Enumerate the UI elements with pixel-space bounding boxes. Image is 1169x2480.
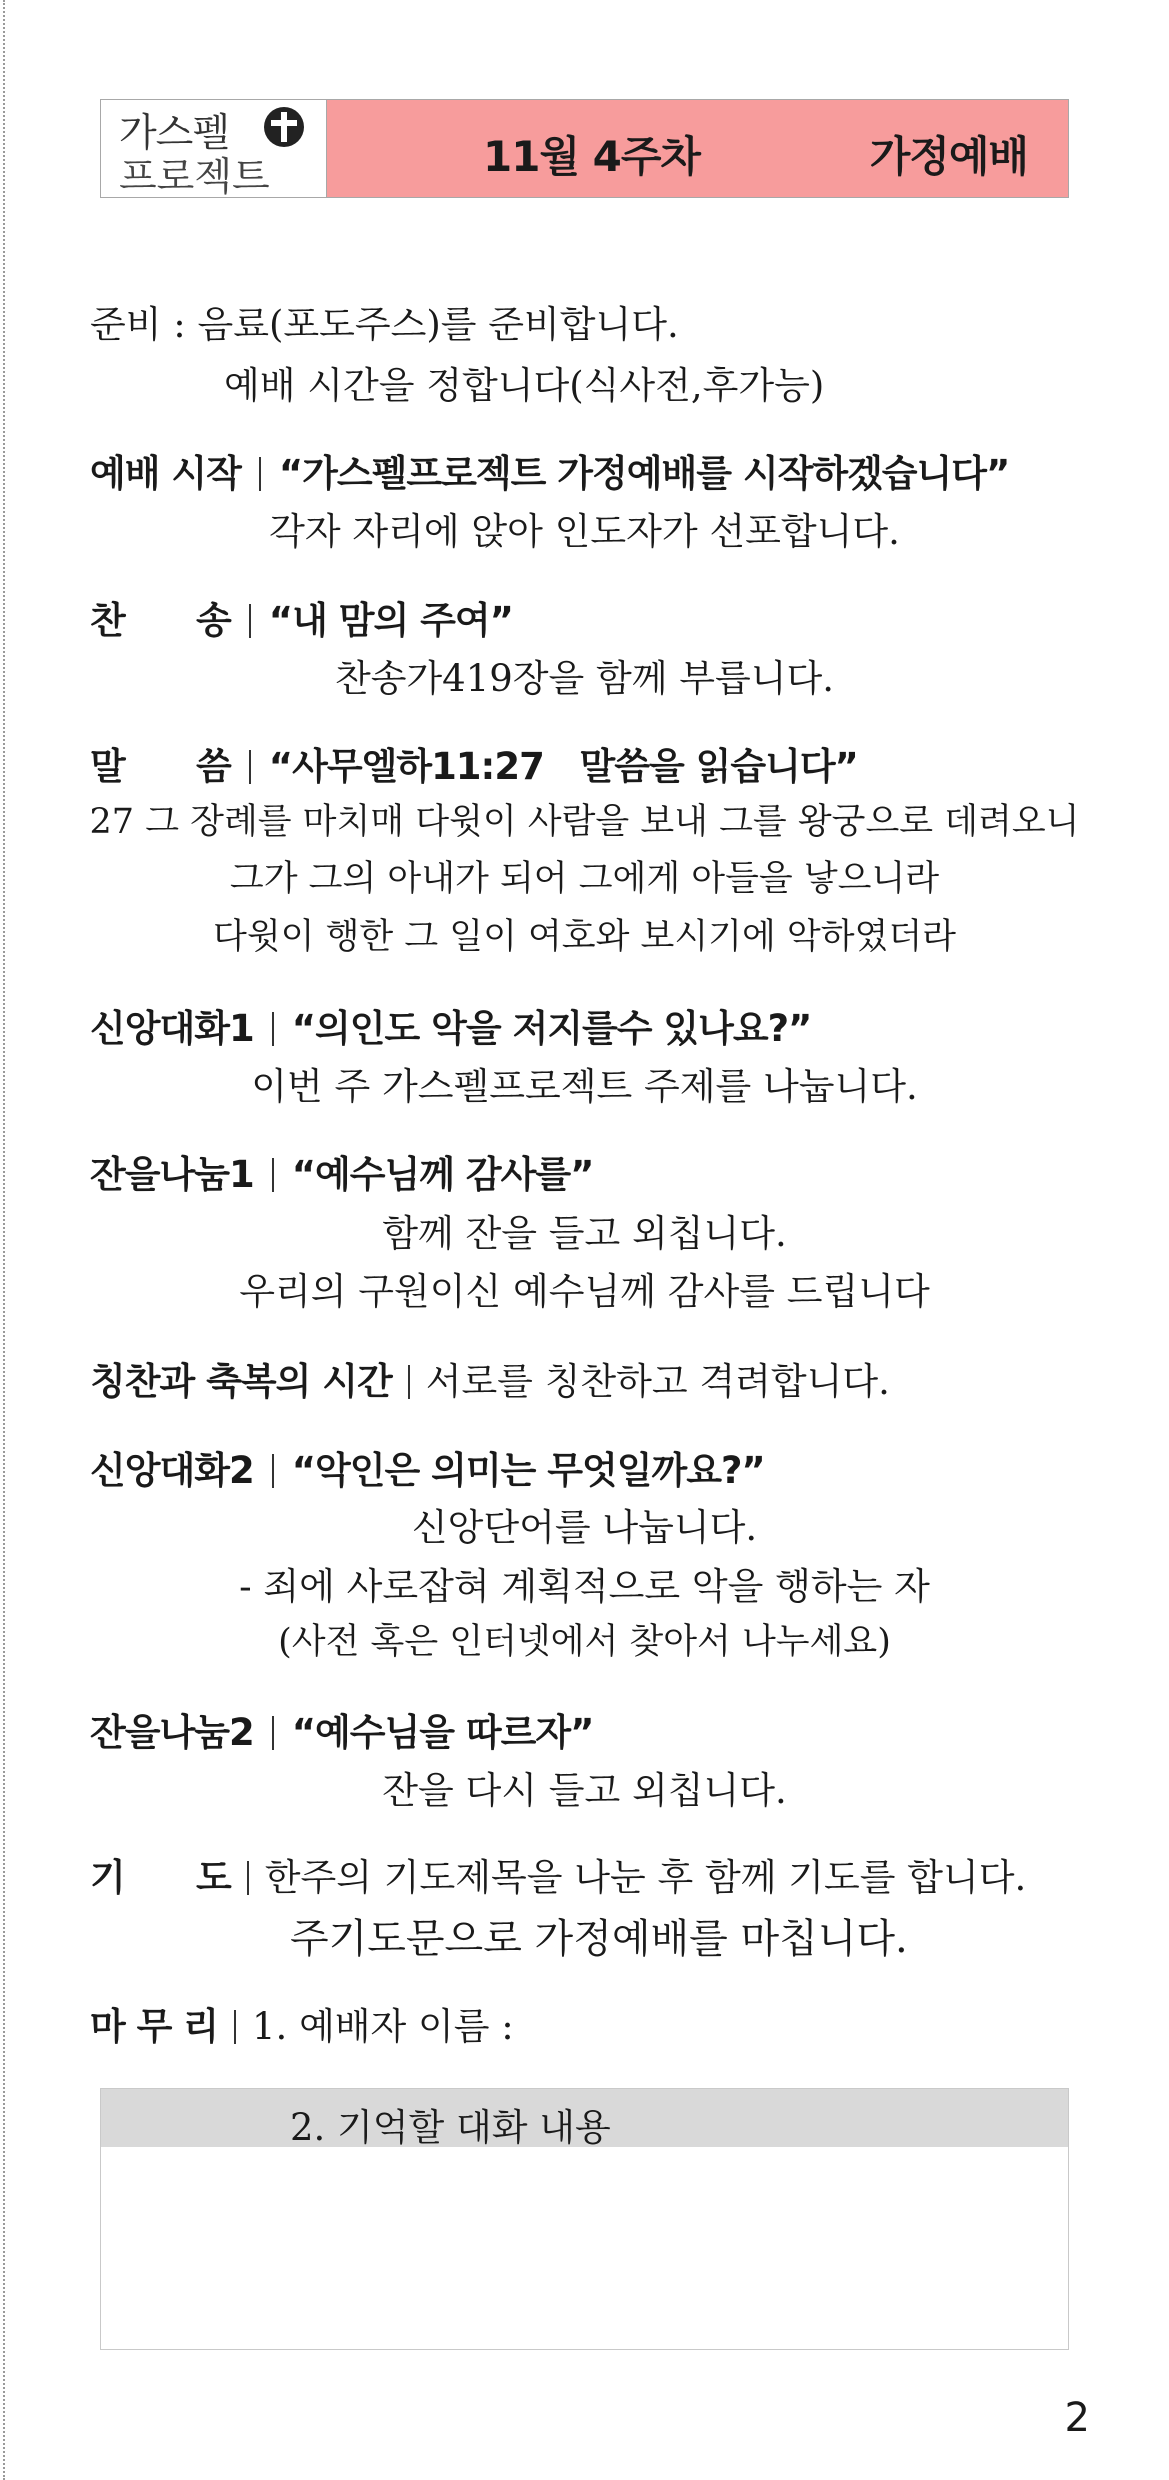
section-talk1-label: 신앙대화1	[90, 1007, 254, 1050]
section-talk2-label: 신앙대화2	[90, 1449, 254, 1492]
divider	[272, 1454, 274, 1488]
section-word-label: 말 씀	[90, 745, 231, 788]
prep-line1: 준비 : 음료(포도주스)를 준비합니다.	[90, 303, 679, 346]
section-cup1-quote: “예수님께 감사를”	[291, 1153, 594, 1196]
section-prayer-heading	[90, 1847, 1026, 1901]
divider	[249, 604, 251, 638]
section-word-heading	[90, 736, 858, 790]
worship-kind-label: 가정예배	[869, 132, 1028, 181]
section-start-desc: 각자 자리에 앉아 인도자가 선포합니다.	[269, 510, 900, 553]
cross-icon	[264, 107, 304, 147]
section-word-verse1: 27 그 장례를 마치매 다윗이 사람을 보내 그를 왕궁으로 데려오니	[89, 802, 1080, 842]
notes-bar	[101, 2089, 1068, 2147]
section-word-quote: “사무엘하11:27 말씀을 읽습니다”	[268, 745, 858, 788]
section-start-quote: “가스펠프로젝트 가정예배를 시작하겠습니다”	[278, 452, 1010, 495]
divider	[408, 1365, 410, 1399]
section-prayer-label: 기 도	[90, 1856, 231, 1899]
divider	[259, 457, 261, 491]
divider	[249, 750, 251, 784]
section-prayer-desc1: 한주의 기도제목을 나눈 후 함께 기도를 합니다.	[264, 1856, 1027, 1899]
section-hymn-heading	[90, 590, 513, 644]
section-cup2-quote: “예수님을 따르자”	[291, 1711, 594, 1754]
closing-item1: 1. 예배자 이름 :	[252, 2005, 514, 2048]
section-talk1-heading	[90, 998, 811, 1052]
divider	[272, 1158, 274, 1192]
page-header	[100, 99, 1069, 198]
divider	[247, 1861, 249, 1895]
notes-box[interactable]	[100, 2088, 1069, 2350]
logo-line2: 프로젝트	[119, 155, 270, 200]
section-cup1-label: 잔을나눔1	[90, 1153, 254, 1196]
section-cup2-desc: 잔을 다시 들고 외칩니다.	[382, 1769, 787, 1812]
divider	[272, 1012, 274, 1046]
section-praise-heading	[90, 1351, 890, 1405]
section-talk1-quote: “의인도 악을 저지를수 있나요?”	[291, 1007, 812, 1050]
section-start-label: 예배 시작	[90, 452, 241, 495]
section-closing-label: 마 무 리	[90, 2005, 218, 2048]
section-talk2-heading	[90, 1440, 765, 1494]
section-hymn-quote: “내 맘의 주여”	[268, 599, 513, 642]
week-label: 11월 4주차	[483, 132, 701, 181]
header-band	[327, 100, 1068, 197]
prep-line2: 예배 시간을 정합니다(식사전,후가능)	[224, 364, 825, 407]
section-talk2-quote: “악인은 의미는 무엇일까요?”	[291, 1449, 765, 1492]
closing-item2: 2. 기억할 대화 내용	[290, 2106, 611, 2149]
section-hymn-label: 찬 송	[90, 599, 231, 642]
section-word-verse2: 그가 그의 아내가 되어 그에게 아들을 낳으니라	[229, 859, 940, 899]
section-talk1-desc: 이번 주 가스펠프로젝트 주제를 나눕니다.	[251, 1065, 918, 1108]
section-praise-label: 칭찬과 축복의 시간	[90, 1360, 392, 1403]
section-closing-heading	[90, 1996, 514, 2050]
page-number: 2	[1064, 2395, 1090, 2441]
section-prayer-desc2: 주기도문으로 가정예배를 마칩니다.	[290, 1916, 908, 1962]
section-talk2-desc3: (사전 혹은 인터넷에서 찾아서 나누세요)	[278, 1622, 891, 1662]
divider	[234, 2010, 236, 2044]
section-cup2-heading	[90, 1702, 593, 1756]
section-talk2-desc1: 신앙단어를 나눕니다.	[411, 1506, 758, 1549]
section-cup1-desc1: 함께 잔을 들고 외칩니다.	[382, 1212, 787, 1255]
section-word-verse3: 다윗이 행한 그 일이 여호와 보시기에 악하였더라	[213, 917, 956, 957]
gospel-project-logo	[101, 100, 327, 200]
section-start-heading	[90, 443, 1009, 497]
logo-line1: 가스펠	[119, 111, 230, 156]
section-talk2-desc2: - 죄에 사로잡혀 계획적으로 악을 행하는 자	[239, 1565, 930, 1608]
section-cup1-desc2: 우리의 구원이신 예수님께 감사를 드립니다	[239, 1270, 930, 1313]
section-hymn-desc: 찬송가419장을 함께 부릅니다.	[334, 657, 835, 700]
section-cup2-label: 잔을나눔2	[90, 1711, 254, 1754]
section-praise-desc: 서로를 칭찬하고 격려합니다.	[425, 1360, 890, 1403]
section-cup1-heading	[90, 1144, 593, 1198]
divider	[272, 1716, 274, 1750]
